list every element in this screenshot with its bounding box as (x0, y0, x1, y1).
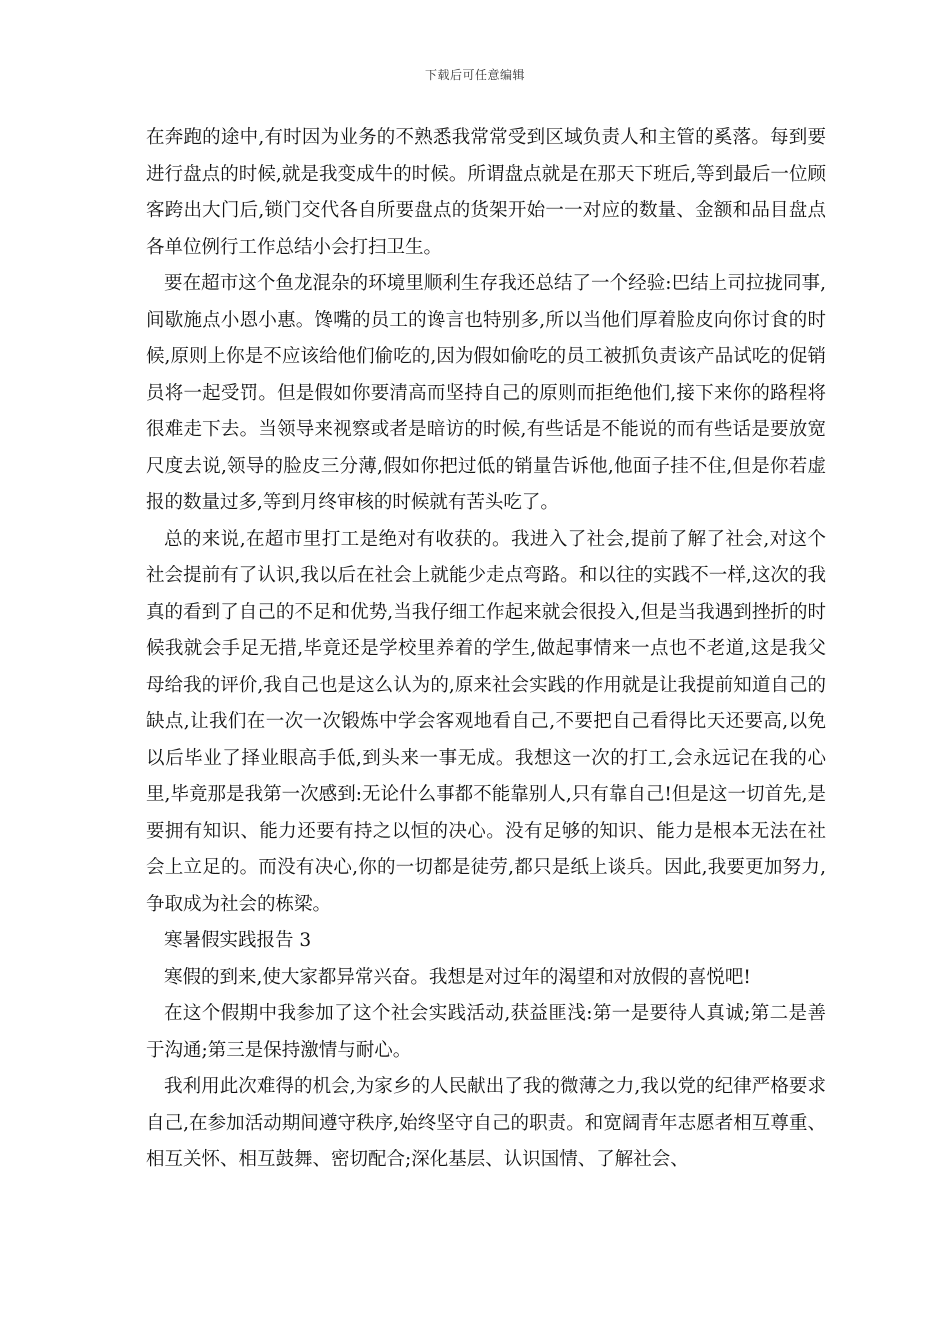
paragraph-summary: 总的来说,在超市里打工是绝对有收获的。我进入了社会,提前了解了社会,对这个社会提前有了认识,我以后在社会上就能少走点弯路。和以往的实践不一样,这次的我真的看到了自己的不足和优势,当我仔细工作起来就会很投入,但是当我遇到挫折的时候我就会手足无措,毕竟还是学校里养着的学生,做起事情来一点也不老道,这是我父母给我的评价,我自己也是这么认为的,原来社会实践的作用就是让我提前知道自己的缺点,让我们在一次一次锻炼中学会客观地看自己,不要把自己看得比天还要高,以免以后毕业了择业眼高手低,到头来一事无成。我想这一次的打工,会永远记在我的心里,毕竟那是我第一次感到:无论什么事都不能靠别人,只有靠自己!但是这一切首先,是要拥有知识、能力还要有持之以恒的决心。没有足够的知识、能力是根本无法在社会上立足的。而没有决心,你的一切都是徒劳,都只是纸上谈兵。因此,我要更加努力,争取成为社会的栋梁。 (146, 528, 826, 915)
section-heading: 寒暑假实践报告 3 (164, 930, 312, 951)
paragraph-survival-experience: 要在超市这个鱼龙混杂的环境里顺利生存我还总结了一个经验:巴结上司拉拢同事,间歇施点小恩小惠。馋嘴的员工的谗言也特别多,所以当他们厚着脸皮向你讨食的时候,原则上你是不应该给他们偷吃的,因为假如偷吃的员工被抓负责该产品试吃的促销员将一起受罚。但是假如你要清高而坚持自己的原则而拒绝他们,接下来你的路程将很难走下去。当领导来视察或者是暗访的时候,有些话是不能说的而有些话是要放宽尺度去说,领导的脸皮三分薄,假如你把过低的销量告诉他,他面子挂不住,但是你若虚报的数量过多,等到月终审核的时候就有苦头吃了。 (146, 273, 826, 513)
paragraph-gains: 在这个假期中我参加了这个社会实践活动,获益匪浅:第一是要待人真诚;第二是善于沟通;第三是保持激情与耐心。 (146, 1003, 826, 1061)
page-header: 下载后可任意编辑 (424, 68, 525, 82)
paragraph-winter-break: 寒假的到来,使大家都异常兴奋。我想是对过年的渴望和对放假的喜悦吧! (164, 966, 751, 988)
document-body (146, 120, 826, 1179)
paragraph-continuation: 在奔跑的途中,有时因为业务的不熟悉我常常受到区域负责人和主管的奚落。每到要进行盘点的时候,就是我变成牛的时候。所谓盘点就是在那天下班后,等到最后一位顾客跨出大门后,锁门交代各自所要盘点的货架开始一一对应的数量、金额和品目盘点各单位例行工作总结小会打扫卫生。 (146, 127, 826, 258)
paragraph-volunteer: 我利用此次难得的机会,为家乡的人民献出了我的微薄之力,我以党的纪律严格要求自己,在参加活动期间遵守秩序,始终坚守自己的职责。和宽阔青年志愿者相互尊重、相互关怀、相互鼓舞、密切配合;深化基层、认识国情、了解社会、 (146, 1076, 826, 1170)
